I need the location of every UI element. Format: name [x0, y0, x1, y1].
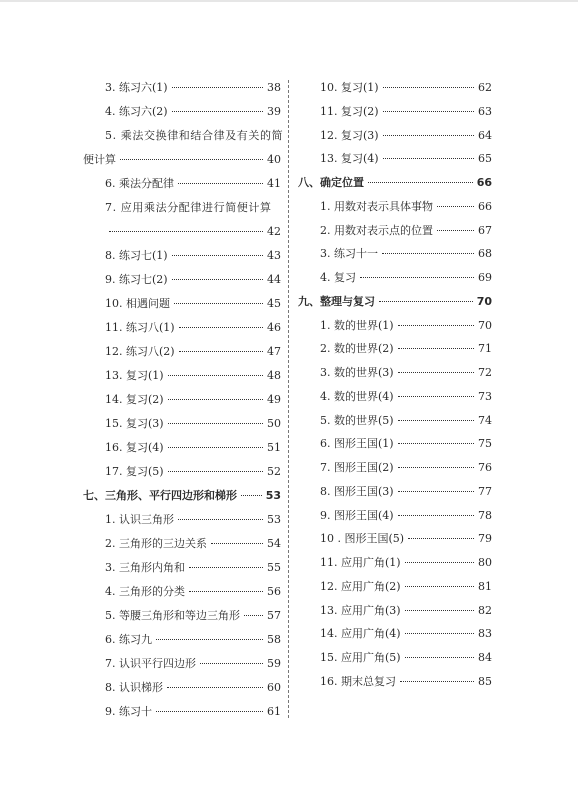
toc-entry[interactable] [298, 81, 492, 95]
toc-page-number: 46 [267, 321, 281, 334]
dot-leader [379, 301, 473, 302]
dot-leader [408, 538, 474, 539]
dot-leader [398, 443, 474, 444]
toc-entry[interactable] [83, 585, 281, 599]
toc-page-number: 81 [478, 579, 492, 593]
dot-leader [200, 663, 263, 664]
toc-entry[interactable] [83, 537, 281, 551]
dot-leader [398, 491, 474, 492]
toc-entry-title: 6. 图形王国(1) [320, 437, 394, 451]
dot-leader [405, 562, 474, 563]
toc-entry-title: 9. 图形王国(4) [320, 508, 394, 522]
toc-entry[interactable] [298, 129, 492, 143]
dot-leader [120, 159, 263, 160]
toc-entry-title: 8. 图形王国(3) [320, 484, 394, 498]
dot-leader [398, 325, 474, 326]
toc-entry-title: 9. 练习七(2) [105, 273, 168, 286]
toc-entry-title: 七、三角形、平行四边形和梯形 [83, 489, 237, 502]
toc-page-number: 83 [478, 627, 492, 641]
toc-entry-title: 7. 认识平行四边形 [105, 657, 196, 670]
toc-page-number: 67 [478, 223, 492, 237]
dot-leader [168, 423, 263, 424]
toc-entry[interactable] [298, 390, 492, 404]
toc-page-number: 66 [478, 199, 492, 213]
toc-entry-title: 2. 三角形的三边关系 [105, 537, 207, 550]
toc-entry-title: 3. 数的世界(3) [320, 366, 394, 379]
toc-entry[interactable] [298, 651, 492, 665]
toc-entry[interactable] [298, 675, 492, 689]
toc-page-number: 43 [267, 249, 281, 262]
toc-entry[interactable] [83, 249, 281, 263]
toc-page-number: 72 [478, 366, 492, 379]
toc-entry[interactable] [298, 414, 492, 428]
toc-page-number: 52 [267, 465, 281, 478]
toc-entry-title: 8. 练习七(1) [105, 249, 168, 262]
toc-page-number: 79 [478, 532, 492, 546]
toc-page-number: 39 [267, 105, 281, 118]
toc-entry[interactable] [298, 224, 492, 238]
dot-leader [189, 567, 263, 568]
toc-entry[interactable] [298, 342, 492, 356]
dot-leader [437, 206, 474, 207]
toc-entry-title: 4. 练习六(2) [105, 105, 168, 118]
toc-page-number: 53 [265, 489, 281, 502]
toc-page-number: 68 [478, 247, 492, 261]
toc-entry[interactable] [83, 561, 281, 575]
toc-entry-title: 1. 数的世界(1) [320, 318, 394, 332]
dot-leader [400, 681, 474, 682]
toc-entry-title: 10. 相遇问题 [105, 297, 170, 310]
toc-entry-title: 3. 三角形内角和 [105, 561, 185, 574]
dot-leader [211, 543, 263, 544]
toc-entry-title: 6. 练习九 [105, 633, 152, 646]
dot-leader [382, 253, 474, 254]
toc-entry-title: 17. 复习(5) [105, 465, 164, 478]
toc-entry[interactable] [83, 369, 281, 383]
toc-entry-title: 4. 三角形的分类 [105, 585, 185, 598]
dot-leader [179, 351, 263, 352]
toc-entry[interactable] [83, 633, 281, 647]
toc-page-number: 48 [267, 369, 281, 382]
toc-entry-title: 10. 复习(1) [320, 81, 379, 94]
toc-page-number: 42 [267, 225, 281, 238]
toc-page-number: 57 [267, 609, 281, 622]
toc-entry[interactable] [298, 271, 492, 285]
toc-entry-title: 7. 图形王国(2) [320, 461, 394, 474]
toc-page-number: 53 [267, 513, 281, 526]
toc-page-number: 71 [478, 342, 492, 356]
dot-leader [174, 303, 263, 304]
toc-section-heading[interactable] [83, 489, 281, 503]
toc-entry-title: 2. 用数对表示点的位置 [320, 223, 433, 237]
toc-entry-title: 5. 数的世界(5) [320, 413, 394, 427]
column-divider [288, 80, 289, 718]
toc-entry[interactable] [83, 609, 281, 623]
toc-entry[interactable] [298, 200, 492, 214]
toc-page-number: 64 [478, 128, 492, 142]
toc-page-number: 69 [478, 271, 492, 284]
dot-leader [167, 687, 263, 688]
dot-leader [398, 348, 474, 349]
toc-entry[interactable] [83, 681, 281, 695]
dot-leader [172, 111, 263, 112]
dot-leader [437, 230, 474, 231]
dot-leader [178, 519, 263, 520]
toc-page-number: 40 [267, 153, 281, 166]
toc-page-number: 50 [267, 417, 281, 430]
toc-entry[interactable] [298, 105, 492, 119]
dot-leader [398, 515, 474, 516]
toc-page-number: 61 [267, 705, 281, 718]
dot-leader [168, 447, 263, 448]
dot-leader [405, 586, 474, 587]
toc-page-number: 55 [267, 561, 281, 574]
toc-section-heading[interactable] [298, 176, 492, 190]
toc-entry[interactable] [83, 225, 281, 239]
toc-entry-title: 9. 练习十 [105, 705, 152, 718]
toc-page-number: 78 [478, 508, 492, 522]
toc-entry[interactable] [83, 201, 281, 215]
toc-entry-title: 8. 认识梯形 [105, 681, 163, 694]
toc-entry-title: 2. 数的世界(2) [320, 342, 394, 356]
dot-leader [383, 135, 474, 136]
toc-entry[interactable] [83, 273, 281, 287]
toc-entry-title: 13. 复习(4) [320, 152, 379, 166]
toc-entry-title: 1. 认识三角形 [105, 513, 174, 526]
toc-page-number: 54 [267, 537, 281, 550]
toc-entry-title: 4. 数的世界(4) [320, 389, 394, 403]
dot-leader [368, 182, 473, 183]
toc-entry[interactable] [298, 627, 492, 641]
dot-leader [172, 87, 263, 88]
toc-entry[interactable] [83, 345, 281, 359]
toc-entry-title: 便计算 [83, 153, 116, 166]
toc-entry[interactable] [83, 465, 281, 479]
dot-leader [398, 467, 474, 468]
dot-leader [168, 471, 263, 472]
toc-page-number: 84 [478, 651, 492, 664]
toc-page-number: 38 [267, 81, 281, 94]
toc-page-number: 63 [478, 104, 492, 118]
dot-leader [405, 657, 474, 658]
toc-entry[interactable] [83, 705, 281, 719]
toc-page-number: 62 [478, 81, 492, 94]
toc-entry-title: 3. 练习十一 [320, 247, 378, 261]
toc-entry-title: 16. 期末总复习 [320, 674, 396, 688]
toc-entry-title: 7. 应用乘法分配律进行简便计算 [105, 201, 272, 214]
toc-entry-title: 九、整理与复习 [298, 294, 375, 308]
toc-page-number: 73 [478, 389, 492, 403]
toc-page-number: 66 [476, 176, 492, 189]
toc-entry[interactable] [83, 81, 281, 95]
dot-leader [109, 231, 263, 232]
toc-entry[interactable] [298, 366, 492, 380]
toc-entry[interactable] [298, 485, 492, 499]
dot-leader [383, 87, 474, 88]
dot-leader [156, 711, 263, 712]
toc-entry-title: 12. 应用广角(2) [320, 579, 401, 593]
toc-entry[interactable] [298, 509, 492, 523]
toc-entry-title: 11. 复习(2) [320, 104, 379, 118]
toc-entry[interactable] [298, 604, 492, 618]
toc-page-number: 70 [476, 294, 492, 308]
dot-leader [172, 255, 263, 256]
dot-leader [383, 158, 474, 159]
toc-entry-title: 1. 用数对表示具体事物 [320, 199, 433, 213]
toc-entry-title: 6. 乘法分配律 [105, 177, 174, 190]
dot-leader [398, 420, 474, 421]
toc-entry[interactable] [83, 297, 281, 311]
toc-page-number: 44 [267, 273, 281, 286]
toc-entry[interactable] [298, 580, 492, 594]
dot-leader [172, 279, 263, 280]
toc-page-number: 51 [267, 441, 281, 454]
toc-page-number: 41 [267, 177, 281, 190]
toc-entry-title: 10 . 图形王国(5) [320, 532, 405, 546]
toc-page-number: 56 [267, 585, 281, 598]
toc-entry[interactable] [83, 393, 281, 407]
toc-entry[interactable] [83, 321, 281, 335]
toc-entry-title: 4. 复习 [320, 271, 356, 284]
dot-leader [360, 277, 474, 278]
toc-entry[interactable] [83, 153, 281, 167]
dot-leader [244, 615, 263, 616]
toc-page-number: 82 [478, 603, 492, 617]
toc-page-number: 60 [267, 681, 281, 694]
toc-page-number: 80 [478, 556, 492, 569]
toc-entry[interactable] [298, 461, 492, 475]
toc-entry[interactable] [83, 129, 284, 143]
toc-entry-title: 14. 应用广角(4) [320, 627, 401, 641]
dot-leader [156, 639, 263, 640]
toc-entry[interactable] [298, 247, 492, 261]
toc-page-number: 45 [267, 297, 281, 310]
toc-entry-title: 15. 复习(3) [105, 417, 164, 430]
toc-entry-title: 11. 练习八(1) [105, 321, 175, 334]
toc-entry-title: 16. 复习(4) [105, 441, 164, 454]
toc-entry[interactable] [83, 513, 281, 527]
toc-entry[interactable] [83, 657, 281, 671]
toc-entry[interactable] [83, 177, 281, 191]
toc-entry-title: 八、确定位置 [298, 176, 364, 189]
toc-entry[interactable] [298, 437, 492, 451]
dot-leader [179, 327, 263, 328]
toc-page-number: 65 [478, 152, 492, 166]
toc-page-number: 49 [267, 393, 281, 406]
dot-leader [189, 591, 263, 592]
toc-entry-title: 15. 应用广角(5) [320, 651, 401, 664]
toc-entry[interactable] [298, 532, 492, 546]
toc-entry-title: 3. 练习六(1) [105, 81, 168, 94]
toc-entry-title: 5. 等腰三角形和等边三角形 [105, 609, 240, 622]
toc-page-number: 70 [478, 318, 492, 332]
toc-entry[interactable] [83, 417, 281, 431]
toc-entry-title: 14. 复习(2) [105, 393, 164, 406]
toc-page-number: 75 [478, 437, 492, 451]
toc-entry-title: 12. 练习八(2) [105, 345, 175, 358]
toc-entry[interactable] [83, 441, 281, 455]
dot-leader [405, 633, 474, 634]
toc-entry-title: 12. 复习(3) [320, 128, 379, 142]
toc-page-number: 47 [267, 345, 281, 358]
toc-page-number: 77 [478, 484, 492, 498]
toc-entry[interactable] [298, 152, 492, 166]
toc-page-number: 85 [478, 674, 492, 688]
dot-leader [398, 372, 474, 373]
page-top-edge [0, 0, 578, 2]
dot-leader [398, 396, 474, 397]
toc-page-number: 76 [478, 461, 492, 474]
toc-page-number: 59 [267, 657, 281, 670]
toc-entry-title: 5. 乘法交换律和结合律及有关的简 [105, 129, 284, 142]
toc-page-number: 74 [478, 413, 492, 427]
toc-entry[interactable] [298, 319, 492, 333]
dot-leader [168, 399, 263, 400]
dot-leader [241, 495, 262, 496]
toc-entry[interactable] [298, 556, 492, 570]
toc-section-heading[interactable] [298, 295, 492, 309]
toc-entry-title: 13. 复习(1) [105, 369, 164, 382]
dot-leader [405, 610, 474, 611]
toc-entry-title: 11. 应用广角(1) [320, 556, 401, 569]
dot-leader [178, 183, 263, 184]
dot-leader [168, 375, 263, 376]
toc-entry-title: 13. 应用广角(3) [320, 603, 401, 617]
toc-entry[interactable] [83, 105, 281, 119]
toc-page-number: 58 [267, 633, 281, 646]
dot-leader [383, 111, 474, 112]
